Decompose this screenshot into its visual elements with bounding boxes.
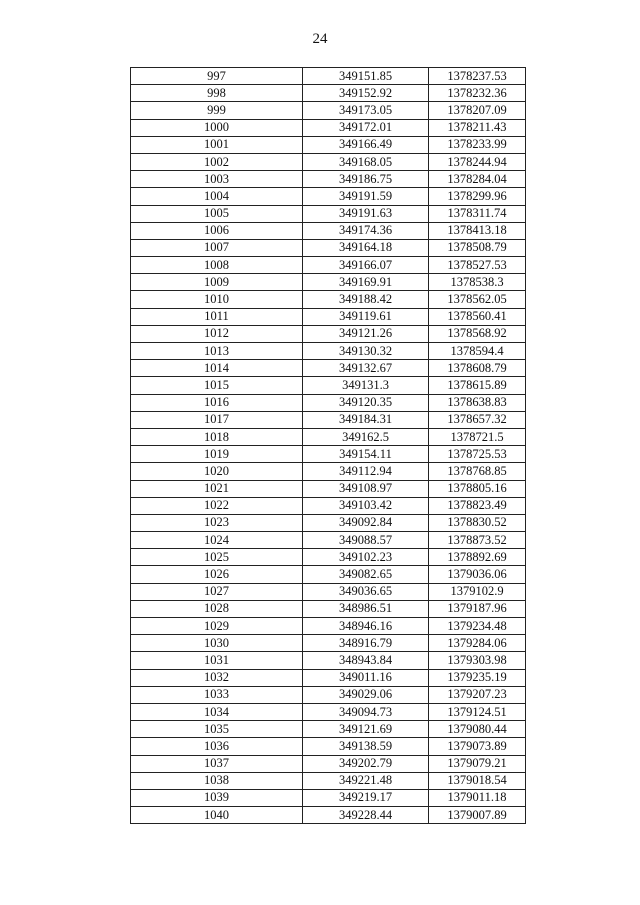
table-row	[131, 343, 526, 360]
page-number: 24	[312, 31, 328, 47]
table-row	[131, 480, 526, 497]
y-coordinate-cell: 1378615.89	[429, 377, 526, 394]
x-coordinate-cell: 349029.06	[303, 686, 429, 703]
table-row	[131, 532, 526, 549]
table-row	[131, 669, 526, 686]
x-coordinate-cell: 349011.16	[303, 669, 429, 686]
table-row	[131, 686, 526, 703]
y-coordinate-cell: 1378538.3	[429, 274, 526, 291]
point-number-cell: 1029	[131, 618, 303, 635]
y-coordinate-cell: 1378211.43	[429, 119, 526, 136]
table-row	[131, 257, 526, 274]
y-coordinate-cell: 1378638.83	[429, 394, 526, 411]
y-coordinate-cell: 1378237.53	[429, 68, 526, 85]
x-coordinate-cell: 349120.35	[303, 394, 429, 411]
table-row	[131, 360, 526, 377]
x-coordinate-cell: 349188.42	[303, 291, 429, 308]
point-number-cell: 1003	[131, 171, 303, 188]
x-coordinate-cell: 349112.94	[303, 463, 429, 480]
y-coordinate-cell: 1379207.23	[429, 686, 526, 703]
point-number-cell: 1027	[131, 583, 303, 600]
x-coordinate-cell: 349166.49	[303, 136, 429, 153]
x-coordinate-cell: 349094.73	[303, 703, 429, 720]
x-coordinate-cell: 349092.84	[303, 514, 429, 531]
y-coordinate-cell: 1379018.54	[429, 772, 526, 789]
y-coordinate-cell: 1378768.85	[429, 463, 526, 480]
table-row	[131, 566, 526, 583]
point-number-cell: 1017	[131, 411, 303, 428]
point-number-cell: 1032	[131, 669, 303, 686]
x-coordinate-cell: 349151.85	[303, 68, 429, 85]
table-row	[131, 703, 526, 720]
table-row	[131, 446, 526, 463]
y-coordinate-cell: 1378830.52	[429, 514, 526, 531]
table-row	[131, 68, 526, 85]
table-row	[131, 428, 526, 445]
x-coordinate-cell: 349162.5	[303, 428, 429, 445]
y-coordinate-cell: 1378805.16	[429, 480, 526, 497]
y-coordinate-cell: 1378233.99	[429, 136, 526, 153]
x-coordinate-cell: 349131.3	[303, 377, 429, 394]
y-coordinate-cell: 1378207.09	[429, 102, 526, 119]
table-row	[131, 635, 526, 652]
point-number-cell: 1028	[131, 600, 303, 617]
y-coordinate-cell: 1379102.9	[429, 583, 526, 600]
point-number-cell: 1037	[131, 755, 303, 772]
y-coordinate-cell: 1378892.69	[429, 549, 526, 566]
y-coordinate-cell: 1379080.44	[429, 721, 526, 738]
point-number-cell: 1004	[131, 188, 303, 205]
x-coordinate-cell: 349082.65	[303, 566, 429, 583]
point-number-cell: 1015	[131, 377, 303, 394]
point-number-cell: 1034	[131, 703, 303, 720]
y-coordinate-cell: 1379303.98	[429, 652, 526, 669]
x-coordinate-cell: 349121.26	[303, 325, 429, 342]
point-number-cell: 998	[131, 85, 303, 102]
y-coordinate-cell: 1379124.51	[429, 703, 526, 720]
x-coordinate-cell: 349154.11	[303, 446, 429, 463]
point-number-cell: 1038	[131, 772, 303, 789]
y-coordinate-cell: 1378284.04	[429, 171, 526, 188]
point-number-cell: 1039	[131, 789, 303, 806]
x-coordinate-cell: 349168.05	[303, 153, 429, 170]
point-number-cell: 1007	[131, 239, 303, 256]
x-coordinate-cell: 349219.17	[303, 789, 429, 806]
table-row	[131, 222, 526, 239]
table-row	[131, 205, 526, 222]
point-number-cell: 1036	[131, 738, 303, 755]
y-coordinate-cell: 1378594.4	[429, 343, 526, 360]
x-coordinate-cell: 349186.75	[303, 171, 429, 188]
table-row	[131, 652, 526, 669]
x-coordinate-cell: 349152.92	[303, 85, 429, 102]
table-row	[131, 153, 526, 170]
table-row	[131, 85, 526, 102]
x-coordinate-cell: 349221.48	[303, 772, 429, 789]
y-coordinate-cell: 1378657.32	[429, 411, 526, 428]
y-coordinate-cell: 1378823.49	[429, 497, 526, 514]
x-coordinate-cell: 349108.97	[303, 480, 429, 497]
table-row	[131, 325, 526, 342]
table-row	[131, 721, 526, 738]
point-number-cell: 1012	[131, 325, 303, 342]
point-number-cell: 1008	[131, 257, 303, 274]
x-coordinate-cell: 349174.36	[303, 222, 429, 239]
table-row	[131, 583, 526, 600]
y-coordinate-cell: 1378508.79	[429, 239, 526, 256]
x-coordinate-cell: 348946.16	[303, 618, 429, 635]
point-number-cell: 1024	[131, 532, 303, 549]
point-number-cell: 1011	[131, 308, 303, 325]
table-row	[131, 308, 526, 325]
x-coordinate-cell: 349119.61	[303, 308, 429, 325]
coordinates-table	[130, 67, 526, 824]
point-number-cell: 1023	[131, 514, 303, 531]
table-row	[131, 291, 526, 308]
point-number-cell: 1016	[131, 394, 303, 411]
y-coordinate-cell: 1378413.18	[429, 222, 526, 239]
table-row	[131, 411, 526, 428]
table-row	[131, 463, 526, 480]
table-row	[131, 789, 526, 806]
point-number-cell: 1030	[131, 635, 303, 652]
table-row	[131, 394, 526, 411]
x-coordinate-cell: 349121.69	[303, 721, 429, 738]
table-body	[131, 68, 526, 824]
x-coordinate-cell: 349228.44	[303, 807, 429, 824]
point-number-cell: 1033	[131, 686, 303, 703]
y-coordinate-cell: 1379235.19	[429, 669, 526, 686]
x-coordinate-cell: 349164.18	[303, 239, 429, 256]
point-number-cell: 1026	[131, 566, 303, 583]
point-number-cell: 1001	[131, 136, 303, 153]
x-coordinate-cell: 349132.67	[303, 360, 429, 377]
table-row	[131, 239, 526, 256]
point-number-cell: 1013	[131, 343, 303, 360]
table-row	[131, 274, 526, 291]
y-coordinate-cell: 1378527.53	[429, 257, 526, 274]
x-coordinate-cell: 349191.63	[303, 205, 429, 222]
point-number-cell: 1020	[131, 463, 303, 480]
table-row	[131, 136, 526, 153]
point-number-cell: 1031	[131, 652, 303, 669]
x-coordinate-cell: 349130.32	[303, 343, 429, 360]
point-number-cell: 1021	[131, 480, 303, 497]
table-row	[131, 772, 526, 789]
y-coordinate-cell: 1379187.96	[429, 600, 526, 617]
y-coordinate-cell: 1379234.48	[429, 618, 526, 635]
point-number-cell: 1022	[131, 497, 303, 514]
point-number-cell: 1009	[131, 274, 303, 291]
table-row	[131, 514, 526, 531]
y-coordinate-cell: 1378232.36	[429, 85, 526, 102]
point-number-cell: 1014	[131, 360, 303, 377]
y-coordinate-cell: 1378725.53	[429, 446, 526, 463]
table-row	[131, 188, 526, 205]
y-coordinate-cell: 1379011.18	[429, 789, 526, 806]
y-coordinate-cell: 1379284.06	[429, 635, 526, 652]
y-coordinate-cell: 1379007.89	[429, 807, 526, 824]
table-row	[131, 738, 526, 755]
table-row	[131, 119, 526, 136]
point-number-cell: 1025	[131, 549, 303, 566]
x-coordinate-cell: 349184.31	[303, 411, 429, 428]
table-row	[131, 618, 526, 635]
table-row	[131, 497, 526, 514]
point-number-cell: 1040	[131, 807, 303, 824]
point-number-cell: 1010	[131, 291, 303, 308]
point-number-cell: 1005	[131, 205, 303, 222]
point-number-cell: 1002	[131, 153, 303, 170]
x-coordinate-cell: 349036.65	[303, 583, 429, 600]
point-number-cell: 1035	[131, 721, 303, 738]
table-row	[131, 549, 526, 566]
x-coordinate-cell: 348986.51	[303, 600, 429, 617]
x-coordinate-cell: 348943.84	[303, 652, 429, 669]
table-row	[131, 600, 526, 617]
table-row	[131, 377, 526, 394]
point-number-cell: 999	[131, 102, 303, 119]
point-number-cell: 997	[131, 68, 303, 85]
y-coordinate-cell: 1378721.5	[429, 428, 526, 445]
y-coordinate-cell: 1378311.74	[429, 205, 526, 222]
x-coordinate-cell: 349172.01	[303, 119, 429, 136]
y-coordinate-cell: 1378299.96	[429, 188, 526, 205]
y-coordinate-cell: 1379073.89	[429, 738, 526, 755]
x-coordinate-cell: 349166.07	[303, 257, 429, 274]
x-coordinate-cell: 348916.79	[303, 635, 429, 652]
point-number-cell: 1000	[131, 119, 303, 136]
table-row	[131, 755, 526, 772]
x-coordinate-cell: 349191.59	[303, 188, 429, 205]
y-coordinate-cell: 1379036.06	[429, 566, 526, 583]
point-number-cell: 1019	[131, 446, 303, 463]
x-coordinate-cell: 349102.23	[303, 549, 429, 566]
table-row	[131, 102, 526, 119]
x-coordinate-cell: 349202.79	[303, 755, 429, 772]
point-number-cell: 1018	[131, 428, 303, 445]
y-coordinate-cell: 1379079.21	[429, 755, 526, 772]
table-row	[131, 171, 526, 188]
y-coordinate-cell: 1378244.94	[429, 153, 526, 170]
y-coordinate-cell: 1378560.41	[429, 308, 526, 325]
point-number-cell: 1006	[131, 222, 303, 239]
y-coordinate-cell: 1378562.05	[429, 291, 526, 308]
y-coordinate-cell: 1378568.92	[429, 325, 526, 342]
y-coordinate-cell: 1378608.79	[429, 360, 526, 377]
x-coordinate-cell: 349169.91	[303, 274, 429, 291]
x-coordinate-cell: 349088.57	[303, 532, 429, 549]
x-coordinate-cell: 349138.59	[303, 738, 429, 755]
x-coordinate-cell: 349103.42	[303, 497, 429, 514]
table-row	[131, 807, 526, 824]
y-coordinate-cell: 1378873.52	[429, 532, 526, 549]
x-coordinate-cell: 349173.05	[303, 102, 429, 119]
